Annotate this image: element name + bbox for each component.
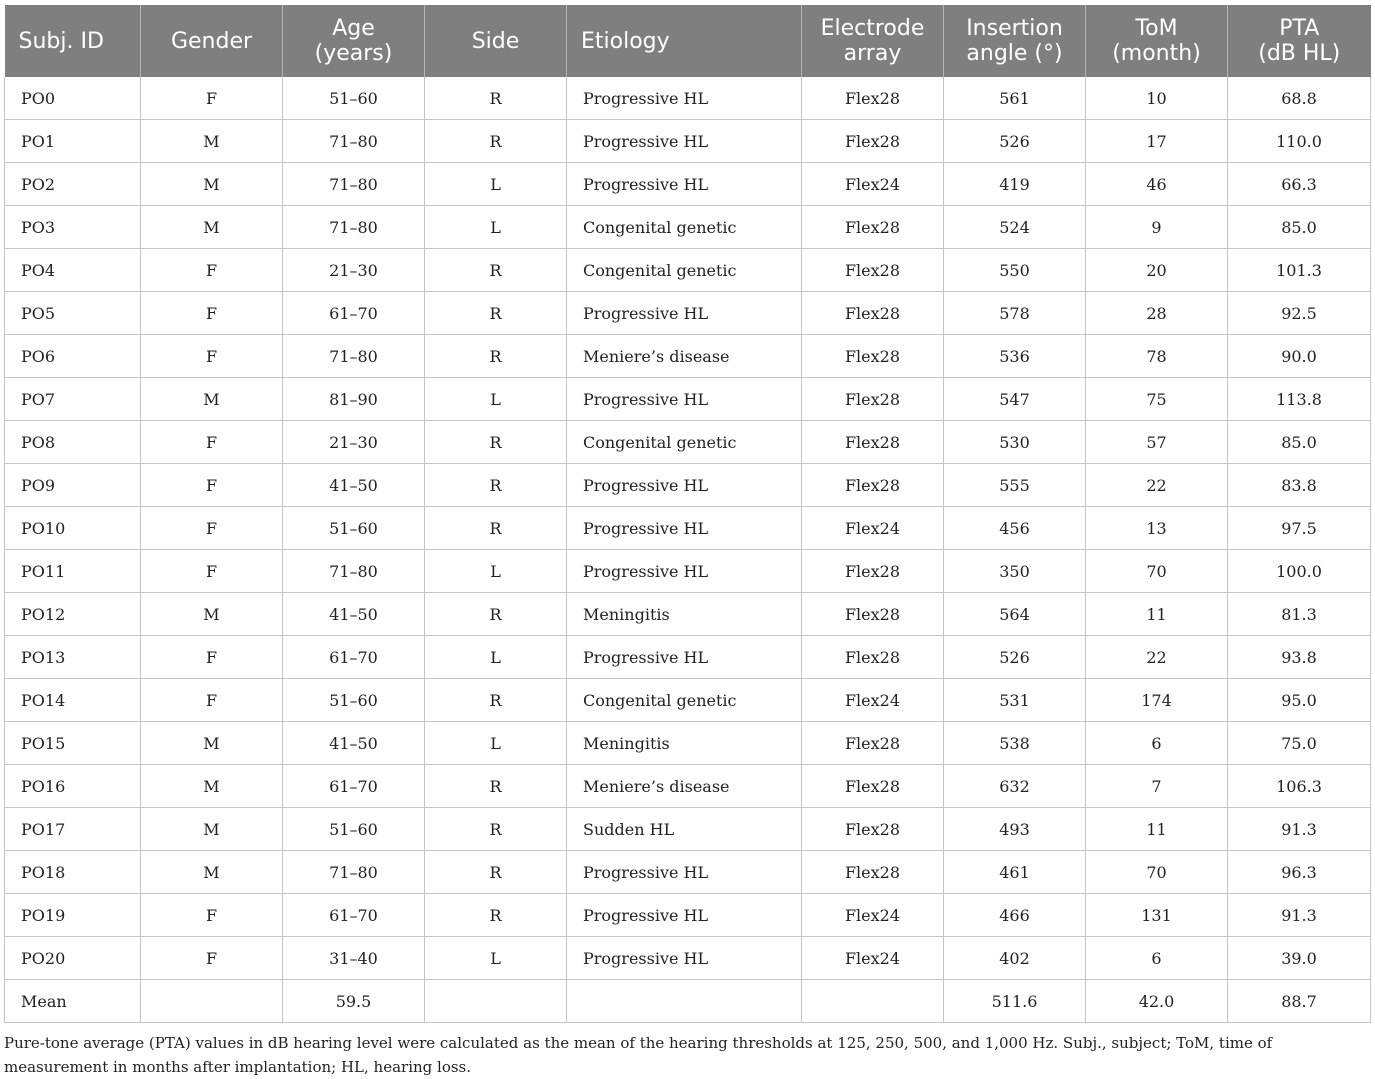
table-cell: M: [141, 808, 283, 851]
table-row: [5, 765, 1371, 808]
table-cell: 57: [1086, 421, 1228, 464]
table-cell: Flex28: [802, 292, 944, 335]
table-cell: F: [141, 421, 283, 464]
table-cell: F: [141, 464, 283, 507]
table-cell: 419: [944, 163, 1086, 206]
column-header-text: Insertion: [966, 16, 1063, 41]
table-cell: Progressive HL: [567, 937, 802, 980]
table-cell: 511.6: [944, 980, 1086, 1023]
table-cell: 92.5: [1228, 292, 1371, 335]
column-header-text: array: [843, 41, 902, 66]
table-cell: Flex24: [802, 507, 944, 550]
table-cell: Flex28: [802, 335, 944, 378]
table-cell: Flex28: [802, 593, 944, 636]
table-cell: 524: [944, 206, 1086, 249]
table-cell: L: [425, 937, 567, 980]
column-header-text: ToM: [1135, 16, 1178, 41]
table-cell: 51–60: [283, 77, 425, 120]
table-row: [5, 421, 1371, 464]
table-cell: 22: [1086, 464, 1228, 507]
table-cell: Congenital genetic: [567, 206, 802, 249]
table-cell: PO7: [5, 378, 141, 421]
table-cell: 526: [944, 120, 1086, 163]
table-cell: 71–80: [283, 206, 425, 249]
table-row: [5, 808, 1371, 851]
table-cell: Flex28: [802, 249, 944, 292]
table-cell: M: [141, 163, 283, 206]
table-cell: L: [425, 206, 567, 249]
table-row: [5, 851, 1371, 894]
column-header-text: Etiology: [581, 28, 670, 54]
table-cell: Flex24: [802, 894, 944, 937]
column-header-text: angle (°): [966, 41, 1063, 66]
table-cell: M: [141, 593, 283, 636]
table-cell: Meniere’s disease: [567, 765, 802, 808]
table-cell: 96.3: [1228, 851, 1371, 894]
table-cell: 461: [944, 851, 1086, 894]
table-cell: 41–50: [283, 464, 425, 507]
table-cell: 6: [1086, 722, 1228, 765]
table-footnote: Pure-tone average (PTA) values in dB hearing level were calculated as the mean of the hearing thresholds at 125, 250, 500, and 1,000 Hz. Subj., subject; ToM, time of measurement in months after implantation; HL, hearing loss.: [4, 1034, 1273, 1076]
table-cell: R: [425, 464, 567, 507]
table-cell: Flex28: [802, 765, 944, 808]
table-cell: F: [141, 937, 283, 980]
table-cell: PO19: [5, 894, 141, 937]
table-cell: 51–60: [283, 808, 425, 851]
table-cell: R: [425, 292, 567, 335]
column-header: [425, 5, 567, 77]
table-row: [5, 550, 1371, 593]
table-cell: R: [425, 421, 567, 464]
table-cell: PO1: [5, 120, 141, 163]
column-header-text: Side: [471, 28, 520, 54]
table-cell: F: [141, 894, 283, 937]
table-cell: F: [141, 679, 283, 722]
table-cell: Flex28: [802, 421, 944, 464]
table-cell: Meningitis: [567, 722, 802, 765]
table-cell: Progressive HL: [567, 77, 802, 120]
table-cell: 61–70: [283, 292, 425, 335]
table-cell: M: [141, 206, 283, 249]
table-cell: 88.7: [1228, 980, 1371, 1023]
table-row: [5, 507, 1371, 550]
table-row: [5, 163, 1371, 206]
table-cell: F: [141, 550, 283, 593]
table-cell: Progressive HL: [567, 636, 802, 679]
table-cell: Flex28: [802, 851, 944, 894]
table-cell: 46: [1086, 163, 1228, 206]
table-cell: Flex28: [802, 77, 944, 120]
table-cell: Flex24: [802, 163, 944, 206]
table-cell: 456: [944, 507, 1086, 550]
table-cell: 536: [944, 335, 1086, 378]
table-cell: [567, 980, 802, 1023]
table-row: [5, 636, 1371, 679]
table-cell: 561: [944, 77, 1086, 120]
table-cell: F: [141, 636, 283, 679]
table-cell: Flex28: [802, 378, 944, 421]
table-row: [5, 464, 1371, 507]
table-cell: Flex28: [802, 808, 944, 851]
table-cell: 81.3: [1228, 593, 1371, 636]
table-cell: [425, 980, 567, 1023]
table-cell: PO9: [5, 464, 141, 507]
table-cell: Sudden HL: [567, 808, 802, 851]
table-cell: 93.8: [1228, 636, 1371, 679]
table-cell: 110.0: [1228, 120, 1371, 163]
table-cell: 174: [1086, 679, 1228, 722]
table-cell: L: [425, 163, 567, 206]
table-cell: L: [425, 722, 567, 765]
table-cell: 31–40: [283, 937, 425, 980]
table-cell: 71–80: [283, 335, 425, 378]
table-cell: 71–80: [283, 851, 425, 894]
table-cell: 531: [944, 679, 1086, 722]
table-cell: 10: [1086, 77, 1228, 120]
table-cell: Congenital genetic: [567, 679, 802, 722]
table-cell: 22: [1086, 636, 1228, 679]
table-cell: 71–80: [283, 550, 425, 593]
table-cell: 100.0: [1228, 550, 1371, 593]
table-cell: 106.3: [1228, 765, 1371, 808]
table-cell: 51–60: [283, 679, 425, 722]
table-cell: F: [141, 77, 283, 120]
table-cell: 71–80: [283, 163, 425, 206]
table-cell: R: [425, 808, 567, 851]
column-header: [1086, 5, 1228, 77]
column-header-text: Electrode: [820, 16, 925, 41]
table-cell: 39.0: [1228, 937, 1371, 980]
table-body: [5, 77, 1371, 1023]
table-cell: PO20: [5, 937, 141, 980]
table-figure: [4, 5, 1370, 1079]
table-cell: 70: [1086, 550, 1228, 593]
table-cell: Progressive HL: [567, 292, 802, 335]
table-cell: 632: [944, 765, 1086, 808]
table-cell: 550: [944, 249, 1086, 292]
table-row: [5, 937, 1371, 980]
column-header-text: (dB HL): [1258, 41, 1341, 66]
column-header: [141, 5, 283, 77]
table-cell: PO17: [5, 808, 141, 851]
table-cell: 21–30: [283, 249, 425, 292]
table-cell: R: [425, 894, 567, 937]
table-cell: Congenital genetic: [567, 249, 802, 292]
table-cell: PO13: [5, 636, 141, 679]
table-cell: PO14: [5, 679, 141, 722]
table-cell: 526: [944, 636, 1086, 679]
table-cell: 402: [944, 937, 1086, 980]
table-cell: Progressive HL: [567, 507, 802, 550]
table-cell: 131: [1086, 894, 1228, 937]
table-cell: Progressive HL: [567, 120, 802, 163]
table-cell: 13: [1086, 507, 1228, 550]
table-cell: Progressive HL: [567, 464, 802, 507]
table-cell: Progressive HL: [567, 550, 802, 593]
table-cell: PO16: [5, 765, 141, 808]
table-cell: PO12: [5, 593, 141, 636]
table-cell: Flex28: [802, 722, 944, 765]
table-cell: PO10: [5, 507, 141, 550]
table-cell: R: [425, 679, 567, 722]
table-cell: 85.0: [1228, 206, 1371, 249]
table-cell: 90.0: [1228, 335, 1371, 378]
table-cell: Meniere’s disease: [567, 335, 802, 378]
table-cell: 71–80: [283, 120, 425, 163]
table-cell: R: [425, 335, 567, 378]
table-cell: 41–50: [283, 722, 425, 765]
table-cell: F: [141, 249, 283, 292]
table-cell: F: [141, 292, 283, 335]
mean-row: [5, 980, 1371, 1023]
table-cell: Meningitis: [567, 593, 802, 636]
table-cell: 101.3: [1228, 249, 1371, 292]
table-cell: Flex28: [802, 550, 944, 593]
table-cell: 85.0: [1228, 421, 1371, 464]
table-row: [5, 206, 1371, 249]
table-cell: F: [141, 507, 283, 550]
table-cell: 493: [944, 808, 1086, 851]
table-row: [5, 292, 1371, 335]
column-header: [1228, 5, 1371, 77]
table-cell: F: [141, 335, 283, 378]
table-cell: Congenital genetic: [567, 421, 802, 464]
table-cell: M: [141, 765, 283, 808]
table-row: [5, 77, 1371, 120]
table-cell: 59.5: [283, 980, 425, 1023]
table-cell: 555: [944, 464, 1086, 507]
table-cell: R: [425, 77, 567, 120]
table-row: [5, 249, 1371, 292]
table-cell: M: [141, 722, 283, 765]
table-cell: 28: [1086, 292, 1228, 335]
table-cell: 91.3: [1228, 894, 1371, 937]
table-cell: 66.3: [1228, 163, 1371, 206]
table-cell: R: [425, 507, 567, 550]
column-header-text: (month): [1112, 41, 1201, 66]
table-cell: Flex28: [802, 120, 944, 163]
table-cell: 61–70: [283, 636, 425, 679]
table-cell: Flex28: [802, 636, 944, 679]
table-cell: 81–90: [283, 378, 425, 421]
table-cell: 70: [1086, 851, 1228, 894]
table-cell: Progressive HL: [567, 378, 802, 421]
table-cell: 20: [1086, 249, 1228, 292]
column-header-text: Subj. ID: [18, 28, 104, 54]
table-cell: 564: [944, 593, 1086, 636]
table-cell: PO6: [5, 335, 141, 378]
table-cell: 9: [1086, 206, 1228, 249]
column-header-text: Age: [332, 16, 375, 41]
table-cell: 61–70: [283, 765, 425, 808]
table-cell: PO5: [5, 292, 141, 335]
table-cell: 530: [944, 421, 1086, 464]
table-cell: 17: [1086, 120, 1228, 163]
table-row: [5, 722, 1371, 765]
column-header-text: PTA: [1279, 16, 1320, 41]
table-row: [5, 120, 1371, 163]
table-cell: R: [425, 120, 567, 163]
table-cell: [802, 980, 944, 1023]
table-cell: 42.0: [1086, 980, 1228, 1023]
table-cell: 51–60: [283, 507, 425, 550]
table-cell: 578: [944, 292, 1086, 335]
table-cell: Flex24: [802, 679, 944, 722]
table-cell: PO15: [5, 722, 141, 765]
table-cell: M: [141, 378, 283, 421]
table-cell: L: [425, 550, 567, 593]
table-row: [5, 593, 1371, 636]
table-cell: Flex28: [802, 464, 944, 507]
table-cell: M: [141, 120, 283, 163]
table-cell: 95.0: [1228, 679, 1371, 722]
table-cell: 466: [944, 894, 1086, 937]
table-cell: 78: [1086, 335, 1228, 378]
table-cell: PO3: [5, 206, 141, 249]
table-row: [5, 679, 1371, 722]
table-row: [5, 378, 1371, 421]
column-header: [283, 5, 425, 77]
table-cell: PO8: [5, 421, 141, 464]
table-cell: 11: [1086, 808, 1228, 851]
table-cell: 21–30: [283, 421, 425, 464]
table-cell: 91.3: [1228, 808, 1371, 851]
table-cell: PO18: [5, 851, 141, 894]
table-cell: R: [425, 851, 567, 894]
subject-demographics-table: [4, 5, 1371, 1023]
table-cell: PO0: [5, 77, 141, 120]
table-cell: 11: [1086, 593, 1228, 636]
table-row: [5, 335, 1371, 378]
table-cell: PO4: [5, 249, 141, 292]
table-cell: PO2: [5, 163, 141, 206]
table-cell: R: [425, 765, 567, 808]
table-cell: 41–50: [283, 593, 425, 636]
table-cell: M: [141, 851, 283, 894]
column-header-text: Gender: [170, 28, 253, 54]
column-header: [802, 5, 944, 77]
table-cell: 68.8: [1228, 77, 1371, 120]
table-cell: Progressive HL: [567, 851, 802, 894]
table-cell: Flex28: [802, 206, 944, 249]
table-cell: Progressive HL: [567, 894, 802, 937]
table-cell: PO11: [5, 550, 141, 593]
table-cell: L: [425, 636, 567, 679]
table-cell: 75.0: [1228, 722, 1371, 765]
table-cell: 97.5: [1228, 507, 1371, 550]
column-header: [5, 5, 141, 77]
table-cell: Flex24: [802, 937, 944, 980]
table-row: [5, 894, 1371, 937]
column-header-text: (years): [314, 41, 393, 66]
column-header: [567, 5, 802, 77]
table-cell: 6: [1086, 937, 1228, 980]
table-cell: Progressive HL: [567, 163, 802, 206]
table-cell: [141, 980, 283, 1023]
table-cell: 547: [944, 378, 1086, 421]
column-header: [944, 5, 1086, 77]
table-cell: 7: [1086, 765, 1228, 808]
table-cell: 75: [1086, 378, 1228, 421]
table-cell: Mean: [5, 980, 141, 1023]
table-cell: L: [425, 378, 567, 421]
table-cell: 61–70: [283, 894, 425, 937]
table-cell: 83.8: [1228, 464, 1371, 507]
table-cell: R: [425, 249, 567, 292]
table-cell: 113.8: [1228, 378, 1371, 421]
table-cell: 538: [944, 722, 1086, 765]
table-cell: R: [425, 593, 567, 636]
table-cell: 350: [944, 550, 1086, 593]
table-header-row: [5, 5, 1371, 77]
